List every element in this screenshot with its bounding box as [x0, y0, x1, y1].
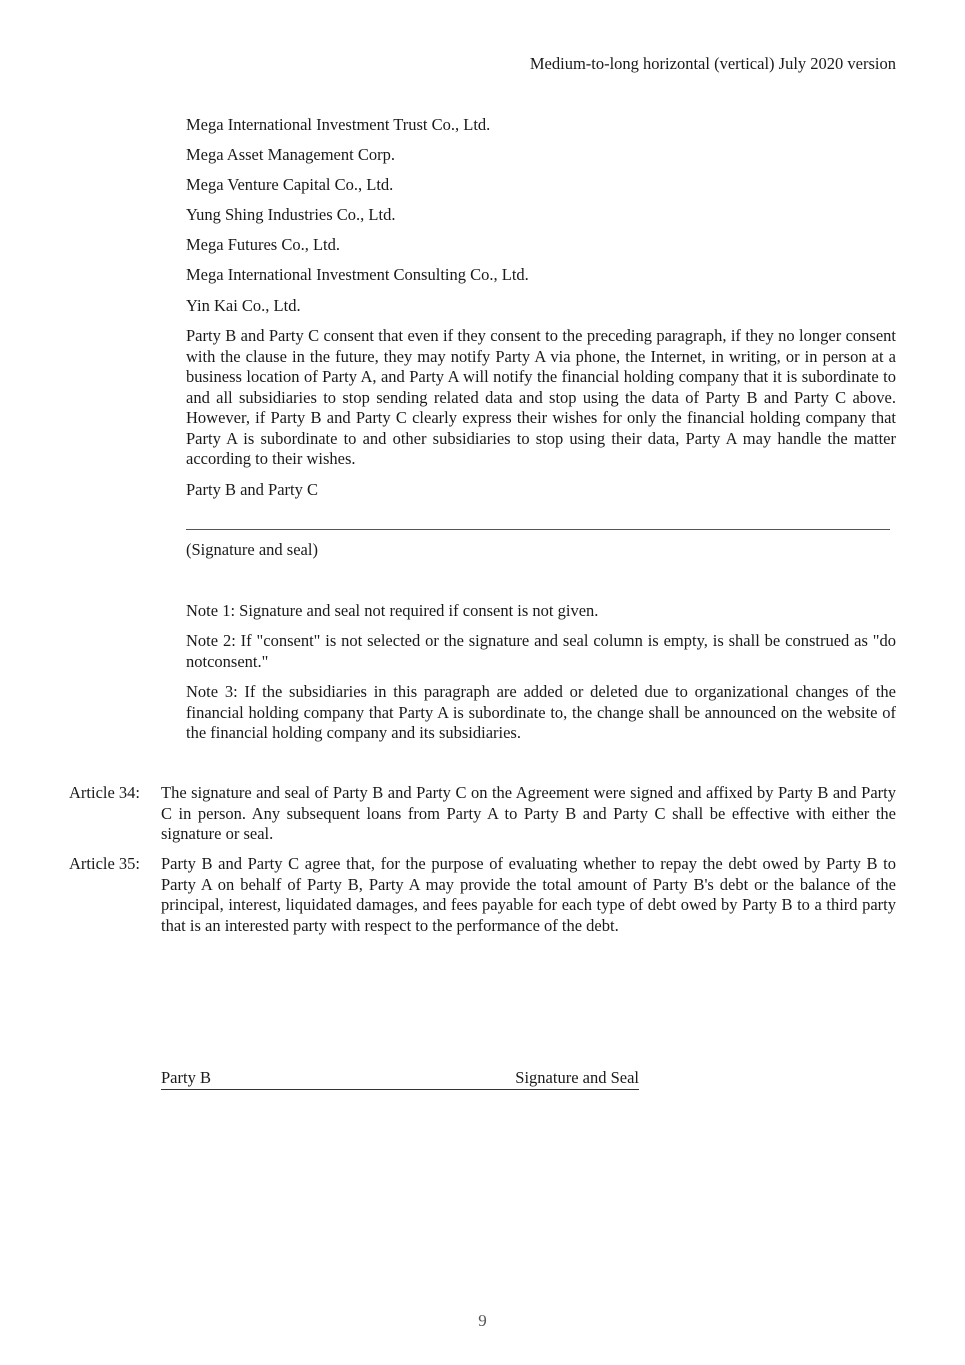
list-item: Mega International Investment Consulting Co., Ltd. — [186, 265, 529, 285]
list-item: Mega Venture Capital Co., Ltd. — [186, 175, 394, 195]
signature-line — [186, 529, 890, 530]
list-item: Mega International Investment Trust Co., Ltd. — [186, 115, 491, 134]
note-3: Note 3: If the subsidiaries in this paragraph are added or deleted due to organizational changes of the financial holding company that Party A is subordinate to, the change shall be announced on the website of the financial holding company and its subsidiaries. — [186, 682, 896, 742]
article-label: Article 34: — [69, 783, 141, 802]
article-text: The signature and seal of Party B and Party C on the Agreement were signed and affixed by Party B and Party C in person. Any subsequent loans from Party A to Party B and Party C shall be effective with either the signature or seal. — [161, 783, 896, 843]
article-35 — [69, 854, 896, 936]
party-b-label: Party B — [161, 1068, 211, 1087]
list-item: Yin Kai Co., Ltd. — [186, 295, 301, 315]
list-item: Mega Futures Co., Ltd. — [186, 235, 340, 255]
page-number: 9 — [478, 1311, 487, 1330]
list-item: Yung Shing Industries Co., Ltd. — [186, 205, 396, 225]
list-item: Mega Asset Management Corp. — [186, 145, 395, 165]
version-note: Medium-to-long horizontal (vertical) July 2020 version — [529, 54, 896, 73]
article-text: Party B and Party C agree that, for the purpose of evaluating whether to repay the debt owed by Party B to Party A on behalf of Party B, Party A may provide the total amount of Party B's debt or the balance of the principal, interest, liquidated damages, and fees payable for each type of debt owed by Party B to a third party that is an interested party with respect to the performance of the debt. — [161, 854, 896, 935]
signature-seal-label: (Signature and seal) — [186, 540, 318, 559]
party-b-signature-row — [161, 1068, 639, 1090]
article-label: Article 35: — [69, 854, 141, 873]
signature-and-seal-label: Signature and Seal — [515, 1068, 639, 1087]
article-34 — [69, 783, 896, 845]
party-bc-label: Party B and Party C — [186, 480, 318, 499]
note-1: Note 1: Signature and seal not required if consent is not given. — [186, 601, 599, 620]
note-2: Note 2: If "consent" is not selected or the signature and seal column is empty, is shall be construed as "do notconsent." — [186, 631, 896, 671]
subsidiaries-list — [186, 115, 896, 326]
consent-paragraph: Party B and Party C consent that even if they consent to the preceding paragraph, if they no longer consent with the clause in the future, they may notify Party A via phone, the Internet, in writing, or in person at a business location of Party A, and Party A will notify the financial holding company that it is subordinate to and all subsidiaries to stop sending related data and stop using the data of Party B and Party C above. However, if Party B and Party C clearly express their wishes for only the financial holding company that Party A is subordinate to and other subsidiaries to stop using their data, Party A may handle the matter according to their wishes. — [186, 326, 896, 468]
